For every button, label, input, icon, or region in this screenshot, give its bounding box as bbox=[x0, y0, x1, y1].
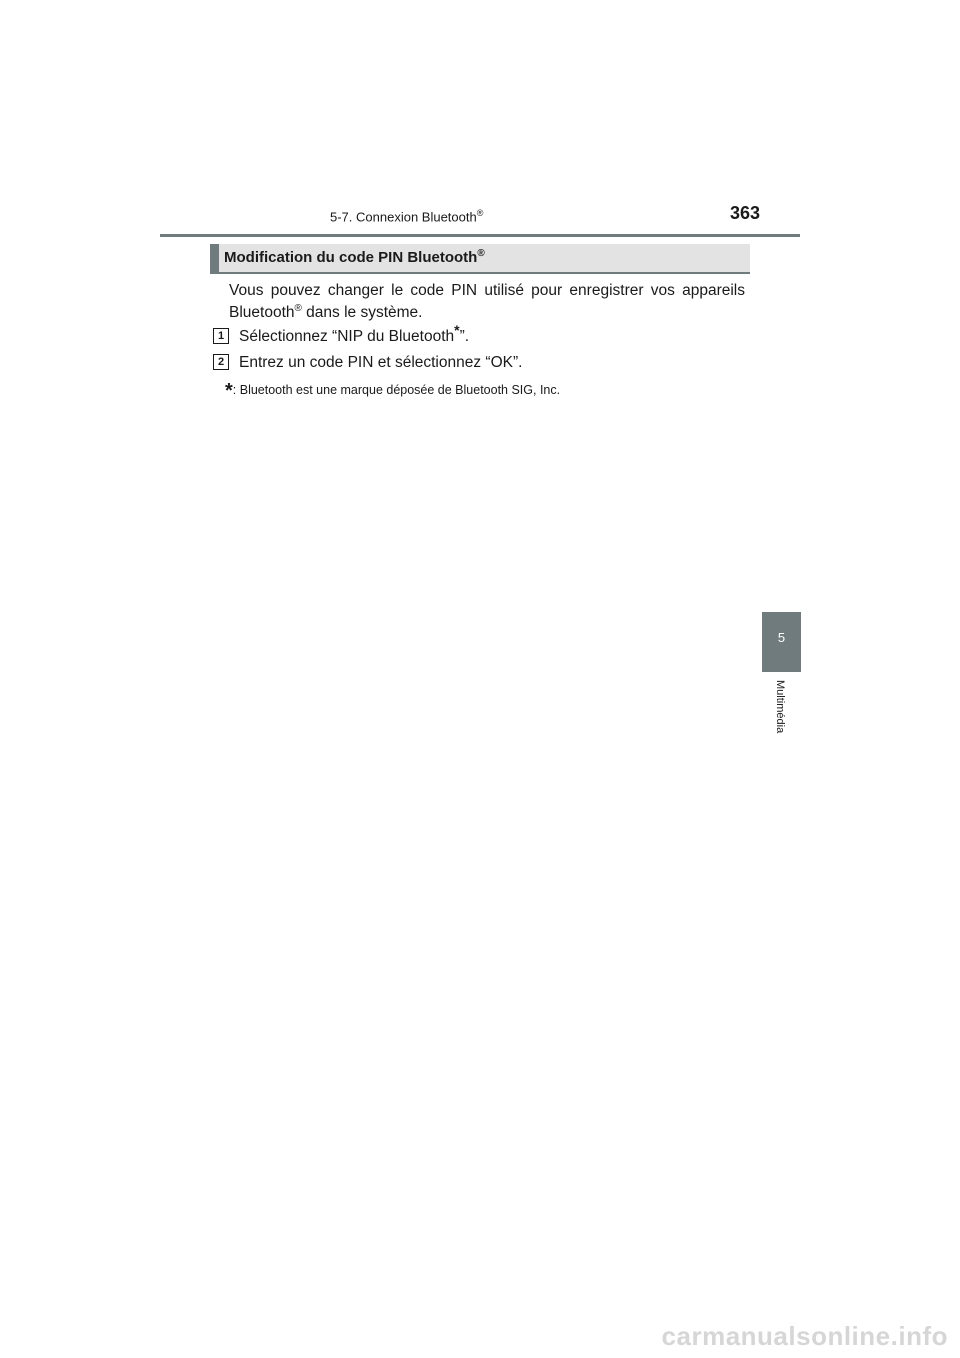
section-title: 5-7. Connexion Bluetooth® bbox=[330, 208, 484, 225]
chapter-tab bbox=[762, 612, 801, 672]
footnote-asterisk: * bbox=[225, 380, 233, 402]
page-number: 363 bbox=[729, 203, 760, 223]
section-heading-bar bbox=[210, 244, 750, 274]
footnote-asterisk: * bbox=[454, 321, 460, 338]
footnote-text: : Bluetooth est une marque déposée de Bluetooth SIG, Inc. bbox=[232, 383, 561, 397]
registered-mark: ® bbox=[476, 208, 484, 218]
footnote bbox=[225, 379, 560, 402]
intro-paragraph: Vous pouvez changer le code PIN utilisé pour enregistrer vos appareils Bluetooth® dans le système. bbox=[229, 282, 745, 321]
step-text: Sélectionnez “NIP du Bluetooth bbox=[239, 328, 455, 345]
chapter-number: 5 bbox=[777, 630, 786, 645]
chapter-label: Multimédia bbox=[774, 680, 786, 734]
registered-mark: ® bbox=[294, 302, 302, 314]
step-text: Entrez un code PIN et sélectionnez “OK”. bbox=[239, 354, 523, 371]
registered-mark: ® bbox=[477, 248, 485, 259]
heading-accent-bar bbox=[210, 244, 219, 272]
step-item: 1 Sélectionnez “NIP du Bluetooth*”. bbox=[213, 326, 469, 348]
section-heading: Modification du code PIN Bluetooth® bbox=[224, 248, 485, 266]
step-number-badge: 2 bbox=[213, 354, 229, 370]
step-number-badge: 1 bbox=[213, 328, 229, 344]
watermark: carmanualsonline.info bbox=[661, 1321, 948, 1351]
step-item bbox=[213, 352, 522, 374]
